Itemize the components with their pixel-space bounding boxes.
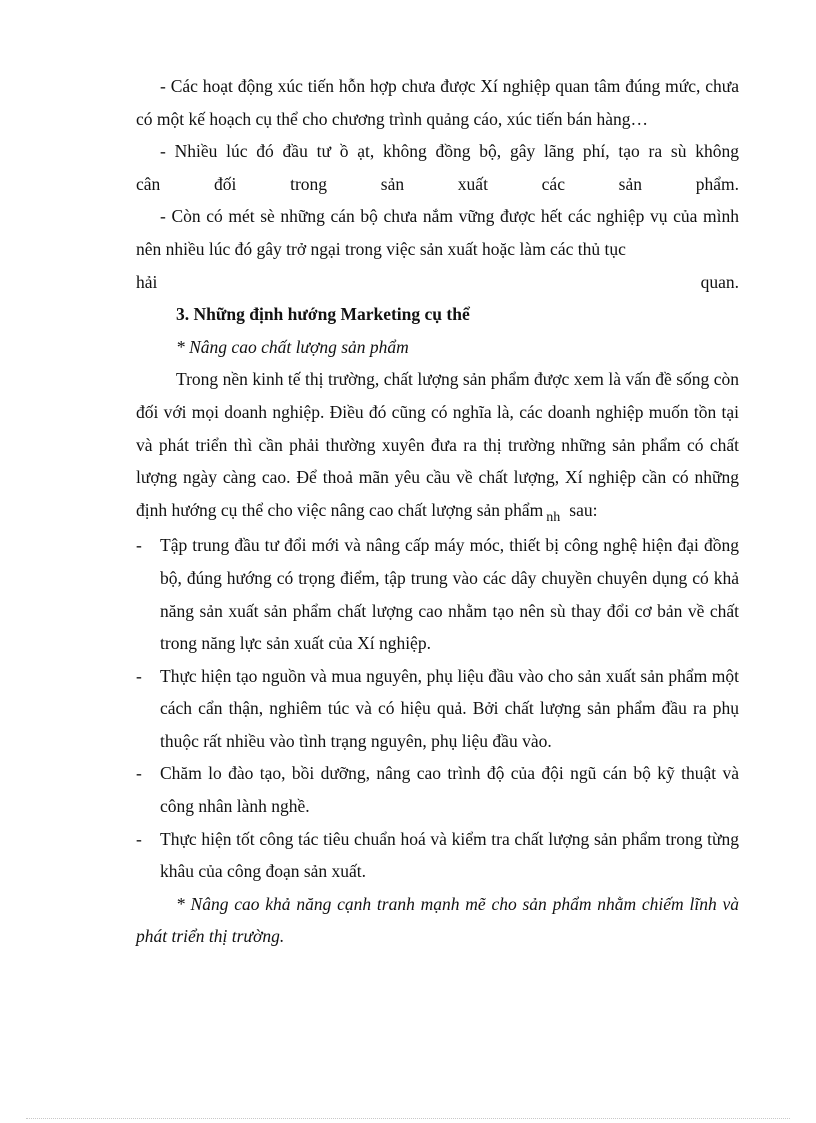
list-item-text: Chăm lo đào tạo, bồi dưỡng, nâng cao trình độ của đội ngũ cán bộ kỹ thuật và công nhân lành nghề.: [160, 763, 739, 817]
body-paragraph-subscript: nh: [546, 509, 561, 525]
body-paragraph-tail: sau:: [569, 499, 598, 520]
document-page: [136, 70, 739, 953]
intro-paragraph-promotion: - Các hoạt động xúc tiến hỗn hợp chưa được Xí nghiệp quan tâm đúng mức, chưa có một kế hoạch cụ thể cho chương trình quảng cáo, xúc tiến bán hàng…: [136, 76, 739, 129]
body-paragraph-quality: [136, 363, 739, 529]
body-paragraph-text: Trong nền kinh tế thị trường, chất lượng sản phẩm được xem là vấn đề sống còn đối với mọi doanh nghiệp. Điều đó cũng có nghĩa là, các doanh nghiệp muốn tồn tại và phát triển thì cần phải thường xuyên đưa ra thị trường những sản phẩm có chất lượng ngày càng cao. Để thoả mãn yêu cầu về chất lượng, Xí nghiệp cần có những định hướng cụ thể cho việc nâng cao chất lượng sản phẩm: [136, 369, 739, 520]
intro-paragraph-staff: - Còn có mét sè những cán bộ chưa nắm vững được hết các nghiệp vụ của mình nên nhiều lúc đó gây trở ngại trong việc sản xuất hoặc làm các thủ tục: [136, 206, 739, 259]
list-item: [136, 757, 739, 822]
subheading-competitiveness: * Nâng cao khả năng cạnh tranh mạnh mẽ cho sản phẩm nhằm chiếm lĩnh và phát triển thị trường.: [136, 893, 739, 947]
list-item: [136, 529, 739, 659]
intro-paragraph-investment-line2: cân đối trong sản xuất các sản phẩm.: [136, 173, 739, 194]
page-bottom-rule: [26, 1118, 790, 1119]
list-item: [136, 660, 739, 758]
list-item: [136, 823, 739, 888]
bullet-dash: -: [136, 535, 142, 556]
subheading-quality: * Nâng cao chất lượng sản phẩm: [176, 336, 409, 357]
list-item-text: Thực hiện tốt công tác tiêu chuẩn hoá và kiểm tra chất lượng sản phẩm trong từng khâu của công đoạn sản xuất.: [160, 828, 739, 882]
bullet-dash: -: [136, 665, 142, 686]
list-item-text: Tập trung đầu tư đổi mới và nâng cấp máy móc, thiết bị công nghệ hiện đại đồng bộ, đúng hướng có trọng điểm, tập trung vào các dây chuyền chuyên dụng có khả năng sản xuất sản phẩm chất lượng cao nhằm tạo nên sù thay đổi cơ bản về chất trong năng lực sản xuất của Xí nghiệp.: [160, 535, 739, 654]
quality-measures-list: [136, 529, 739, 888]
bullet-dash: -: [136, 828, 142, 849]
bullet-dash: -: [136, 763, 142, 784]
section-heading: 3. Những định hướng Marketing cụ thể: [176, 304, 470, 325]
list-item-text: Thực hiện tạo nguồn và mua nguyên, phụ liệu đầu vào cho sản xuất sản phẩm một cách cẩn thận, nghiêm túc và có hiệu quả. Bởi chất lượng sản phẩm đầu ra phụ thuộc rất nhiều vào tình trạng nguyên, phụ liệu đầu vào.: [160, 665, 739, 751]
intro-paragraph-staff-end: hải quan.: [136, 271, 739, 292]
intro-paragraph-investment-line1: - Nhiều lúc đó đầu tư ồ ạt, không đồng bộ, gây lãng phí, tạo ra sù không: [160, 141, 739, 162]
